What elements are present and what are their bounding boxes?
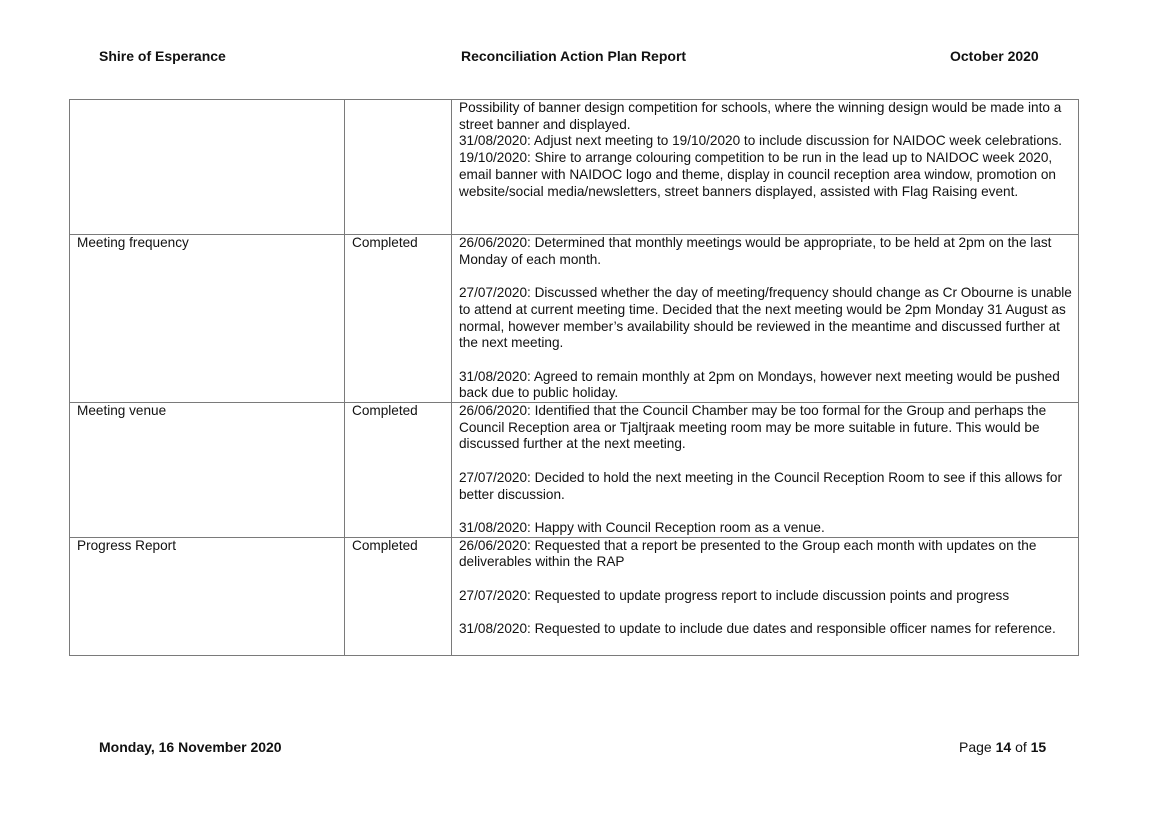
item-cell: Progress Report [70,537,345,655]
notes-cell [452,537,1079,655]
table-row [70,100,1079,235]
header-period: October 2020 [950,48,1039,64]
status-cell: Completed [345,235,452,403]
page-number [959,739,1046,755]
paragraph-spacer [459,268,1072,285]
note-paragraph: 27/07/2020: Requested to update progress report to include discussion points and progress [459,587,1010,603]
table-row [70,403,1079,538]
note-paragraph: Possibility of banner design competition for schools, where the winning design would be made into a street banner and displayed. [459,100,1066,132]
notes-cell [452,235,1079,403]
table-row [70,235,1079,403]
paragraph-spacer [459,503,1072,520]
status-cell: Completed [345,403,452,538]
page-of: of [1015,739,1027,755]
notes-cell [452,403,1079,538]
header-organisation: Shire of Esperance [99,48,226,64]
note-paragraph: 31/08/2020: Happy with Council Reception room as a venue. [459,519,825,535]
notes-cell [452,100,1079,235]
item-cell: Meeting venue [70,403,345,538]
paragraph-spacer [459,604,1072,621]
note-paragraph: 31/08/2020: Adjust next meeting to 19/10/2020 to include discussion for NAIDOC week celebrations. [459,133,1063,149]
status-cell [345,100,452,235]
item-cell: Meeting frequency [70,235,345,403]
page-prefix: Page [959,739,992,755]
note-paragraph: 31/08/2020: Agreed to remain monthly at 2pm on Mondays, however next meeting would be pushed back due to public holiday. [459,368,1064,401]
note-paragraph: 31/08/2020: Requested to update to include due dates and responsible officer names for reference. [459,621,1056,637]
footer-date: Monday, 16 November 2020 [99,739,282,755]
item-cell [70,100,345,235]
note-paragraph: 27/07/2020: Discussed whether the day of meeting/frequency should change as Cr Obourne is unable to attend at current meeting time. Decided that the next meeting would be 2pm Monday 31 August as normal, however member’s availability should be reviewed in the meantime and discussed further at the next meeting. [459,285,1076,351]
paragraph-spacer [459,571,1072,588]
rap-table [69,99,1079,656]
note-paragraph: 26/06/2020: Identified that the Council Chamber may be too formal for the Group and perhaps the Council Reception area or Tjaltjraak meeting room may be more suitable in future. This would be discussed further at the next meeting. [459,403,1050,452]
note-paragraph: 26/06/2020: Determined that monthly meetings would be appropriate, to be held at 2pm on the last Monday of each month. [459,235,1056,267]
note-paragraph: 19/10/2020: Shire to arrange colouring competition to be run in the lead up to NAIDOC week 2020, email banner with NAIDOC logo and theme, display in council reception area window, promotion on website/social media/newsletters, street banners displayed, assisted with Flag Raising event. [459,150,1060,199]
header-report-title: Reconciliation Action Plan Report [461,48,687,64]
paragraph-spacer [459,453,1072,470]
note-paragraph: 27/07/2020: Decided to hold the next meeting in the Council Reception Room to see if this allows for better discussion. [459,469,1066,502]
page-current: 14 [995,739,1012,755]
page-total: 15 [1030,739,1047,755]
status-cell: Completed [345,537,452,655]
note-paragraph: 26/06/2020: Requested that a report be presented to the Group each month with updates on the deliverables within the RAP [459,537,1041,570]
paragraph-spacer [459,352,1072,369]
table-row [70,537,1079,655]
